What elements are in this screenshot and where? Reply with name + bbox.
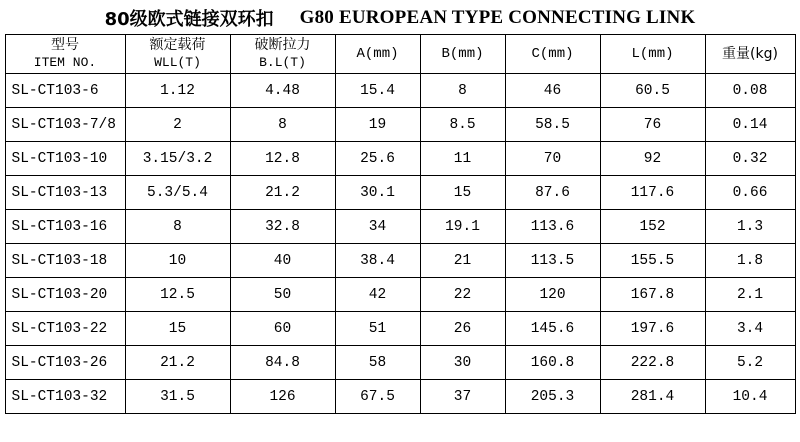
cell-weight: 2.1 (705, 278, 795, 312)
title-english: G80 EUROPEAN TYPE CONNECTING LINK (299, 7, 696, 28)
cell-wll: 15 (125, 312, 230, 346)
cell-b: 15 (420, 176, 505, 210)
cell-b: 19.1 (420, 210, 505, 244)
cell-model: SL-CT103-26 (5, 346, 125, 380)
cell-a: 38.4 (335, 244, 420, 278)
column-header-l (600, 35, 705, 74)
column-header-b (420, 35, 505, 74)
cell-b: 8.5 (420, 108, 505, 142)
table-row (5, 176, 795, 210)
cell-a: 19 (335, 108, 420, 142)
cell-l: 117.6 (600, 176, 705, 210)
cell-breaking-load: 126 (230, 380, 335, 414)
cell-model: SL-CT103-20 (5, 278, 125, 312)
column-header-breaking-load-en: B.L(T) (259, 54, 306, 70)
cell-model: SL-CT103-18 (5, 244, 125, 278)
cell-weight: 0.66 (705, 176, 795, 210)
column-header-breaking-load-cn: 破断拉力 (254, 37, 311, 54)
cell-wll: 1.12 (125, 74, 230, 108)
cell-model: SL-CT103-22 (5, 312, 125, 346)
column-header-breaking-load (230, 35, 335, 74)
table-body (5, 74, 795, 414)
column-header-model (5, 35, 125, 74)
table-row (5, 380, 795, 414)
column-header-c (505, 35, 600, 74)
cell-c: 205.3 (505, 380, 600, 414)
cell-breaking-load: 40 (230, 244, 335, 278)
cell-breaking-load: 84.8 (230, 346, 335, 380)
cell-c: 70 (505, 142, 600, 176)
cell-model: SL-CT103-6 (5, 74, 125, 108)
cell-c: 87.6 (505, 176, 600, 210)
table-row (5, 210, 795, 244)
cell-a: 42 (335, 278, 420, 312)
cell-breaking-load: 12.8 (230, 142, 335, 176)
cell-weight: 5.2 (705, 346, 795, 380)
column-header-wll (125, 35, 230, 74)
cell-b: 37 (420, 380, 505, 414)
cell-l: 60.5 (600, 74, 705, 108)
cell-breaking-load: 60 (230, 312, 335, 346)
specification-table (5, 34, 796, 414)
cell-l: 197.6 (600, 312, 705, 346)
cell-model: SL-CT103-7/8 (5, 108, 125, 142)
cell-c: 113.6 (505, 210, 600, 244)
cell-c: 113.5 (505, 244, 600, 278)
column-header-model-en: ITEM NO. (33, 54, 97, 70)
cell-a: 51 (335, 312, 420, 346)
cell-model: SL-CT103-13 (5, 176, 125, 210)
cell-wll: 21.2 (125, 346, 230, 380)
table-row (5, 108, 795, 142)
cell-breaking-load: 32.8 (230, 210, 335, 244)
cell-breaking-load: 8 (230, 108, 335, 142)
cell-a: 34 (335, 210, 420, 244)
cell-b: 8 (420, 74, 505, 108)
cell-l: 76 (600, 108, 705, 142)
table-row (5, 74, 795, 108)
cell-l: 155.5 (600, 244, 705, 278)
cell-a: 67.5 (335, 380, 420, 414)
cell-wll: 31.5 (125, 380, 230, 414)
column-header-wll-cn: 额定载荷 (149, 37, 206, 54)
column-header-b-label: B(mm) (441, 45, 484, 62)
cell-l: 152 (600, 210, 705, 244)
cell-weight: 1.8 (705, 244, 795, 278)
cell-a: 15.4 (335, 74, 420, 108)
cell-model: SL-CT103-10 (5, 142, 125, 176)
cell-l: 92 (600, 142, 705, 176)
header-row (5, 35, 795, 74)
page-title (0, 0, 800, 34)
title-chinese: 80级欧式链接双环扣 (104, 9, 274, 30)
cell-weight: 0.14 (705, 108, 795, 142)
cell-c: 145.6 (505, 312, 600, 346)
column-header-weight-label: 重量(kg) (722, 45, 778, 62)
table-row (5, 312, 795, 346)
table-row (5, 244, 795, 278)
cell-a: 25.6 (335, 142, 420, 176)
column-header-a-label: A(mm) (356, 45, 399, 62)
cell-a: 58 (335, 346, 420, 380)
cell-weight: 3.4 (705, 312, 795, 346)
column-header-weight (705, 35, 795, 74)
cell-b: 22 (420, 278, 505, 312)
cell-c: 46 (505, 74, 600, 108)
column-header-wll-en: WLL(T) (154, 54, 201, 70)
cell-c: 120 (505, 278, 600, 312)
cell-model: SL-CT103-16 (5, 210, 125, 244)
cell-c: 160.8 (505, 346, 600, 380)
cell-b: 21 (420, 244, 505, 278)
cell-a: 30.1 (335, 176, 420, 210)
cell-breaking-load: 4.48 (230, 74, 335, 108)
cell-b: 11 (420, 142, 505, 176)
column-header-a (335, 35, 420, 74)
cell-wll: 5.3/5.4 (125, 176, 230, 210)
column-header-l-label: L(mm) (631, 45, 674, 62)
cell-wll: 2 (125, 108, 230, 142)
column-header-c-label: C(mm) (531, 45, 574, 62)
cell-breaking-load: 50 (230, 278, 335, 312)
cell-model: SL-CT103-32 (5, 380, 125, 414)
column-header-model-cn: 型号 (51, 37, 79, 54)
cell-c: 58.5 (505, 108, 600, 142)
cell-b: 30 (420, 346, 505, 380)
cell-l: 281.4 (600, 380, 705, 414)
table-row (5, 346, 795, 380)
table-row (5, 142, 795, 176)
cell-weight: 1.3 (705, 210, 795, 244)
cell-weight: 10.4 (705, 380, 795, 414)
cell-l: 222.8 (600, 346, 705, 380)
cell-wll: 8 (125, 210, 230, 244)
cell-b: 26 (420, 312, 505, 346)
table-header (5, 35, 795, 74)
table-row (5, 278, 795, 312)
cell-wll: 10 (125, 244, 230, 278)
cell-wll: 3.15/3.2 (125, 142, 230, 176)
cell-weight: 0.32 (705, 142, 795, 176)
cell-wll: 12.5 (125, 278, 230, 312)
cell-l: 167.8 (600, 278, 705, 312)
cell-weight: 0.08 (705, 74, 795, 108)
cell-breaking-load: 21.2 (230, 176, 335, 210)
